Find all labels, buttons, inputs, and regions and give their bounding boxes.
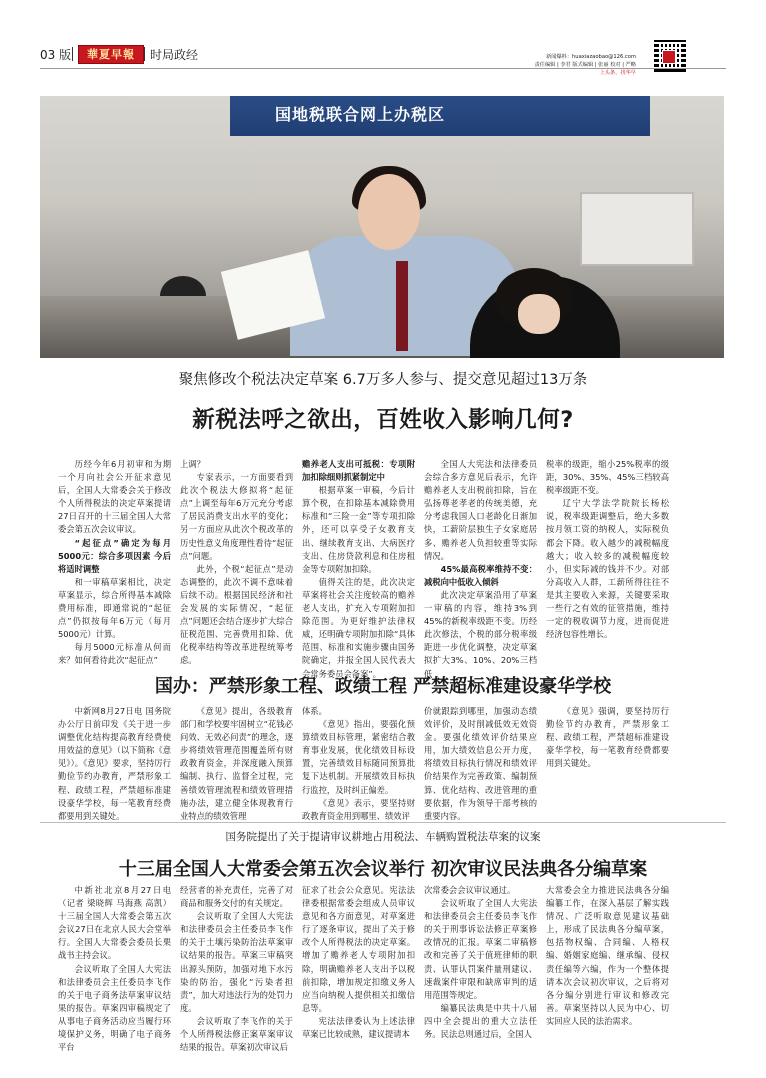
article1-title: 新税法呼之欲出，百姓收入影响几何? bbox=[192, 407, 574, 433]
article1-column-3: 赡养老人支出可抵税：专项附加扣除细则抓紧制定中 根据草案一审稿，今后计算个税，在扣除基本减除费用标准和“三险一金”等专项扣除外，还可以享受子女教育支出、继续教育支出、大病医疗支出、住房贷款利息和住房租金等专项附加扣除。 值得关注的是，此次决定草案将社会关注度较高的赡养老人支出，扩充入专项附加扣除范围。为更好维护法律权威，还明确专项附加扣除“具体范围、标准和实施步骤由国务院确定，并报全国人民代表大会常务委员会备案”。 bbox=[302, 459, 415, 679]
slogan: 上头条，找华早 bbox=[599, 70, 636, 76]
article1-column-2: 上调？ 专家表示，一方面要看到此次个税法大修拟将“起征点”上调至每年6万元充分考虑了居民消费支出水平的变化；另一方面应从此次个税改革的历史性意义角度理性看待“起征点”问题。 此外，个税“起征点”是动态调整的，此次不调不意味着后续不动。根据国民经济和社会发展的实际情况，“起征点”问题还会结合逐步扩大综合征税范围、完善费用扣除、优化税率结构等改革进程统筹考虑。 bbox=[180, 459, 293, 666]
article2-column-3: 体系。 《意见》指出，要强化预算绩效目标管理，紧密结合教育事业发展，优化绩效目标设置，完善绩效目标随同预算批复下达机制。开展绩效目标执行监控，及时纠正偏差。 《意见》表示，要坚持财政教育资金用到哪里、绩效评 bbox=[302, 706, 415, 821]
article1-column-5: 税率的级距，缩小25%税率的级距，30%、35%、45%三档较高税率级距不变。 辽宁大学法学院院长杨松说，税率级距调整后，绝大多数按月领工资的纳税人，实际税负都会下降。收入越少的减税幅度越大；收入较多的减税幅度较小，但实际减的钱并不少。对部分高收入人群，工薪所得往往不是其主要收入来源，关键要采取一些行之有效的征管措施，维持一定的税收调节力度，进而促进经济包容性增长。 bbox=[546, 459, 669, 640]
news-photo bbox=[40, 96, 724, 358]
article2-title: 国办：严禁形象工程、政绩工程 严禁超标准建设豪华学校 bbox=[154, 676, 612, 697]
page-header bbox=[40, 40, 726, 90]
header-info bbox=[376, 53, 636, 77]
article2-column-5: 《意见》强调，要坚持厉行勤俭节约办教育，严禁形象工程、政绩工程，严禁超标准建设豪华学校，每一笔教育经费都要用到关键处。 bbox=[546, 706, 669, 769]
article1-column-1: 历经今年6月初审和为期一个月向社会公开征求意见后，全国人大常委会关于修改个人所得税法的决定草案提请27日召开的十三届全国人大常委会第五次会议审议。 “起征点”确定为每月5000元：综合多项因素 今后将适时调整 和一审稿草案相比，决定草案显示，综合所得基本减除费用标准，即通常说的“起征点”仍拟按每年6万元（每月5000元）计算。 每月5000元标准从何而来？如何看待此次“起征点” bbox=[58, 459, 171, 666]
article3-subtitle: 国务院提出了关于提请审议耕地占用税法、车辆购置税法草案的议案 bbox=[225, 831, 541, 843]
contact-line: 新闻爆料：huaxiazaobao@126.com bbox=[546, 54, 636, 60]
article3-column-4: 次常委会会议审议通过。 会议听取了全国人大宪法和法律委员会主任委员李飞作的关于刑事诉讼法修正草案修改情况的汇报。草案二审稿修改和完善了关于值班律师的职责、认罪认罚案件量刑建议、速裁案件审限和缺席审判的适用范围等规定。 编纂民法典是中共十八届四中全会提出的重大立法任务。民法总则通过后，全国人 bbox=[424, 885, 537, 1040]
page-number: 03 版 bbox=[40, 48, 72, 62]
section-name: 时局政经 bbox=[150, 48, 199, 62]
newspaper-logo: 華夏早報 bbox=[78, 45, 144, 64]
article1-subtitle: 聚焦修改个税法决定草案 6.7万多人参与、提交意见超过13万条 bbox=[178, 372, 588, 388]
article3-column-2: 经营者的补充责任，完善了对商品和服务交付的有关规定。 会议听取了全国人大宪法和法律委员会主任委员李飞作的关于土壤污染防治法草案审议结果的报告。草案三审稿突出源头预防，加强对地下水污染的防治，强化“污染者担责”，加大对违法行为的处罚力度。 会议听取了李飞作的关于个人所得税法修正案草案审议结果的报告。草案初次审议后 bbox=[180, 885, 293, 1053]
article3-column-5: 大常委会全力推进民法典各分编编纂工作，在深入基层了解实践情况、广泛听取意见建议基础上，形成了民法典各分编草案，包括物权编、合同编、人格权编、婚姻家庭编、继承编、侵权责任编等六编，作为一个整体提请本次会议初次审议，之后将对各分编分别进行审议和修改完善。草案坚持以人民为中心、切实回应人民的法治需求。 bbox=[546, 885, 669, 1026]
editors-line: 责任编辑 | 李君 版式编辑 | 张丽 校对 | 严略 bbox=[534, 62, 636, 68]
article2-column-1: 中新网8月27日电 国务院办公厅日前印发《关于进一步调整优化结构提高教育经费使用效益的意见》（以下简称《意见》）。《意见》要求，坚持厉行勤俭节约办教育，严禁形象工程、政绩工程，严禁超标准建设豪华学校，每一笔教育经费都要用到关键处。 bbox=[58, 706, 171, 821]
article2-column-4: 价就跟踪到哪里，加强动态绩效评价，及时削减低效无效资金。要强化绩效评价结果应用，加大绩效信息公开力度，将绩效目标执行情况和绩效评价结果作为完善政策、编制预算、优化结构、改进管理的重要依据，作为领导干部考核的重要内容。 bbox=[424, 706, 537, 821]
article1-column-4: 全国人大宪法和法律委员会综合多方意见后表示，允许赡养老人支出税前扣除，旨在弘扬尊老孝老的传统美德，充分考虑我国人口老龄化日渐加快，工薪阶层独生子女家庭居多、赡养老人负担较重等实际情况。 45%最高税率维持不变：减税向中低收入倾斜 此次决定草案沿用了草案一审稿的内容，维持3%到45%的新税率级距不变。历经此次修法，个税的部分税率级距进一步优化调整，决定草案拟扩大3%、10%、20%三档低 bbox=[424, 459, 537, 679]
article3-column-1: 中新社北京8月27日电（记者 梁晓辉 马海燕 高凯）十三届全国人大常委会第五次会议27日在北京人民大会堂举行。全国人大常委会委员长栗战书主持会议。 会议听取了全国人大宪法和法律委员会主任委员李飞作的关于电子商务法草案审议结果的报告。草案四审稿规定了从事电子商务活动应当履行环境保护义务，明确了电子商务平台 bbox=[58, 885, 171, 1053]
article2-column-2: 《意见》提出，各级教育部门和学校要牢固树立“花钱必问效、无效必问责”的理念，逐步将绩效管理范围覆盖所有财政教育资金，并深度融入预算编制、执行、监督全过程，完善绩效管理流程和绩效管理措施办法，建立健全体现教育行业特点的绩效管理 bbox=[180, 706, 293, 821]
banner-text: 国地税联合网上办税区 bbox=[275, 105, 446, 124]
article3-title: 十三届全国人大常委会第五次会议举行 初次审议民法典各分编草案 bbox=[118, 859, 648, 880]
article3-column-3: 征求了社会公众意见。宪法法律委根据常委会组成人员审议意见和各方面意见，对草案进行了逐条审议，提出了关于修改个人所得税法的决定草案。增加了赡养老人专项附加扣除，明确赡养老人支出予以税前扣除，增加规定扣缴义务人应当向纳税人提供相关扣缴信息等。 宪法法律委认为上述法律草案已比较成熟，建议提请本 bbox=[302, 885, 415, 1040]
